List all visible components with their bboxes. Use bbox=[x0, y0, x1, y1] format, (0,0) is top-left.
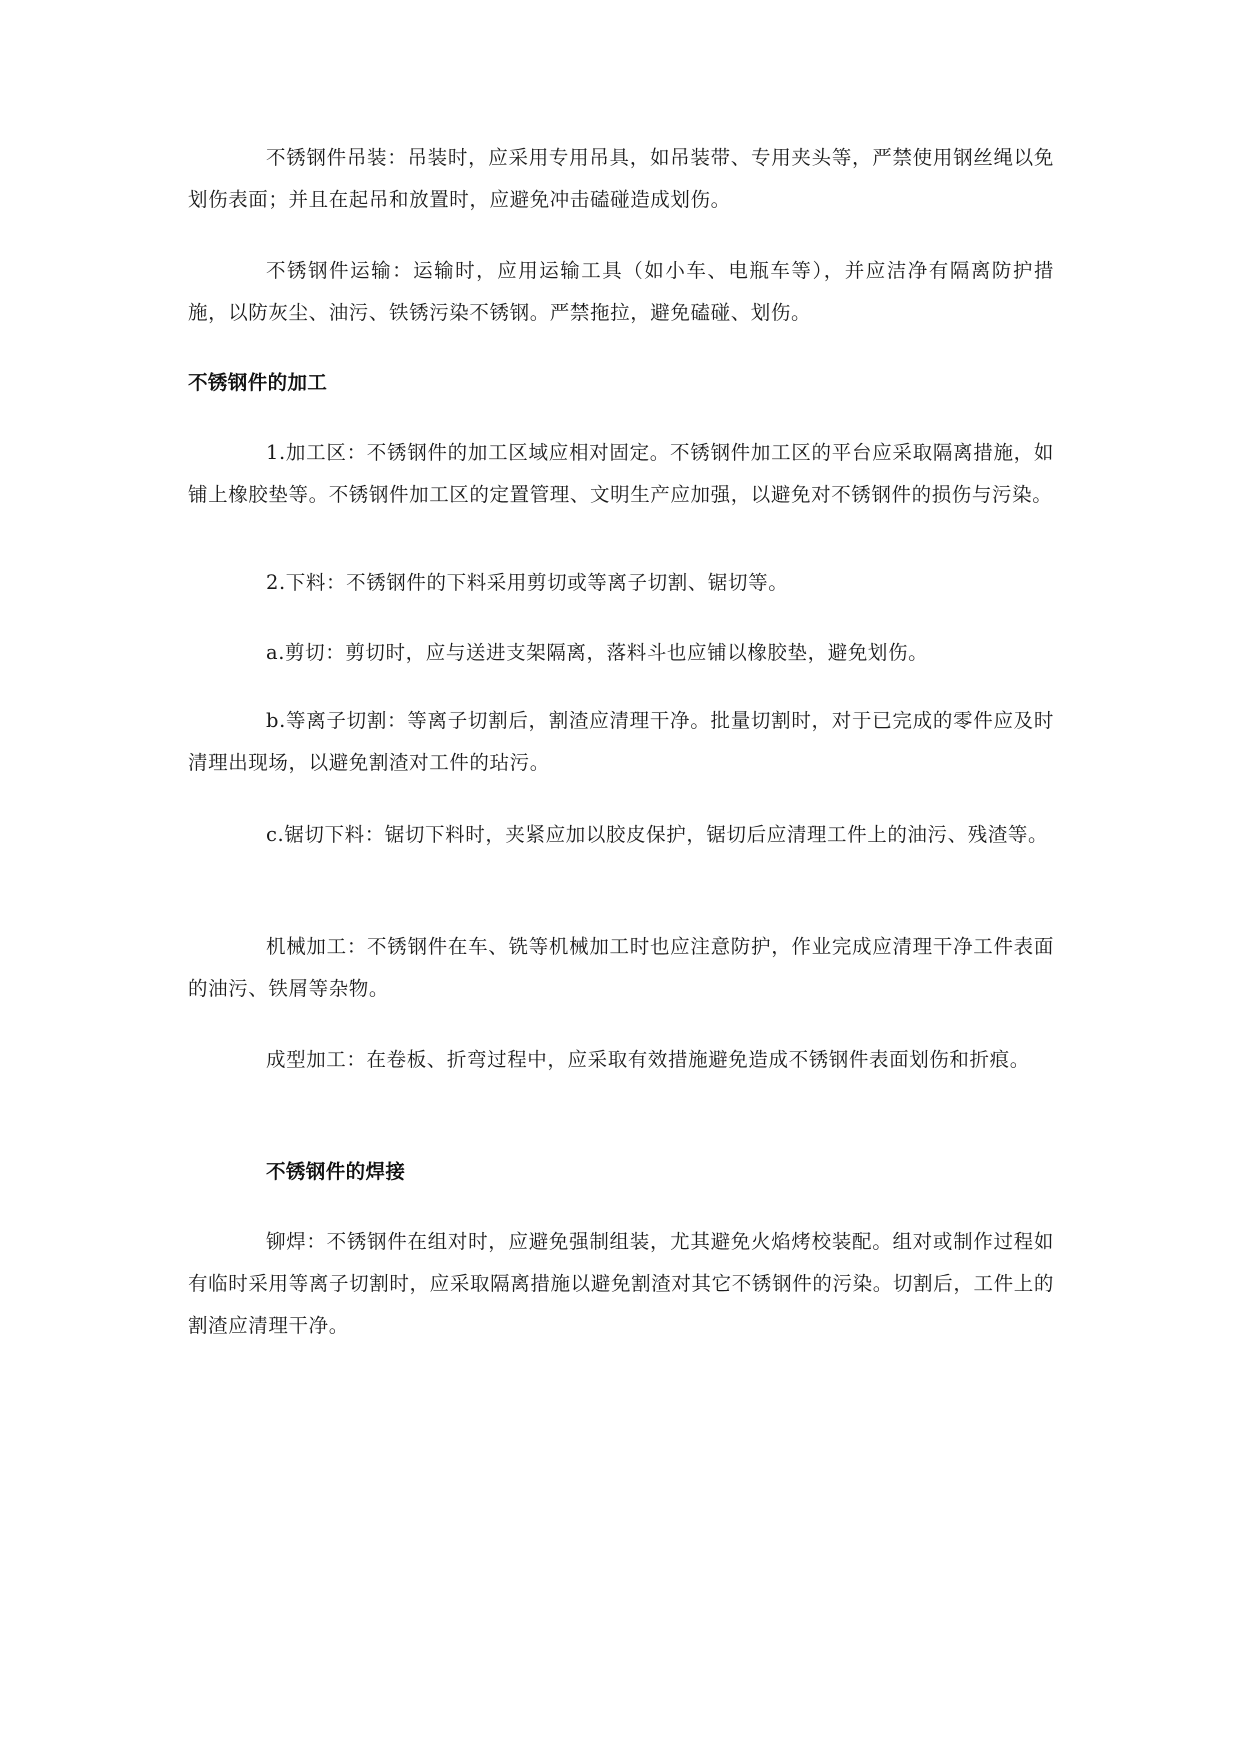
paragraph-machining: 机械加工：不锈钢件在车、铣等机械加工时也应注意防护，作业完成应清理干净工件表面的油污、铁屑等杂物。 bbox=[188, 935, 1054, 1000]
paragraph-lifting: 不锈钢件吊装：吊装时，应采用专用吊具，如吊装带、专用夹头等，严禁使用钢丝绳以免划伤表面；并且在起吊和放置时，应避免冲击磕碰造成划伤。 bbox=[188, 146, 1054, 211]
paragraph-processing-area: 1.加工区：不锈钢件的加工区域应相对固定。不锈钢件加工区的平台应采取隔离措施，如铺上橡胶垫等。不锈钢件加工区的定置管理、文明生产应加强，以避免对不锈钢件的损伤与污染。 bbox=[188, 441, 1054, 506]
section-heading-processing: 不锈钢件的加工 bbox=[188, 371, 328, 394]
paragraph-shearing: a.剪切：剪切时，应与送进支架隔离，落料斗也应铺以橡胶垫，避免划伤。 bbox=[266, 641, 929, 664]
paragraph-transport: 不锈钢件运输：运输时，应用运输工具（如小车、电瓶车等），并应洁净有隔离防护措施，以防灰尘、油污、铁锈污染不锈钢。严禁拖拉，避免磕碰、划伤。 bbox=[188, 259, 1054, 324]
paragraph-sawing: c.锯切下料：锯切下料时，夹紧应加以胶皮保护，锯切后应清理工件上的油污、残渣等。 bbox=[266, 823, 1049, 846]
paragraph-forming: 成型加工：在卷板、折弯过程中，应采取有效措施避免造成不锈钢件表面划伤和折痕。 bbox=[266, 1048, 1030, 1071]
paragraph-plasma-cutting: b.等离子切割：等离子切割后，割渣应清理干净。批量切割时，对于已完成的零件应及时清理出现场，以避免割渣对工件的玷污。 bbox=[188, 709, 1054, 774]
paragraph-blanking: 2.下料：不锈钢件的下料采用剪切或等离子切割、锯切等。 bbox=[266, 571, 789, 594]
section-heading-welding: 不锈钢件的焊接 bbox=[266, 1160, 406, 1183]
paragraph-riveting-welding: 铆焊：不锈钢件在组对时，应避免强制组装，尤其避免火焰烤校装配。组对或制作过程如有临时采用等离子切割时，应采取隔离措施以避免割渣对其它不锈钢件的污染。切割后，工件上的割渣应清理干净。 bbox=[188, 1230, 1054, 1337]
